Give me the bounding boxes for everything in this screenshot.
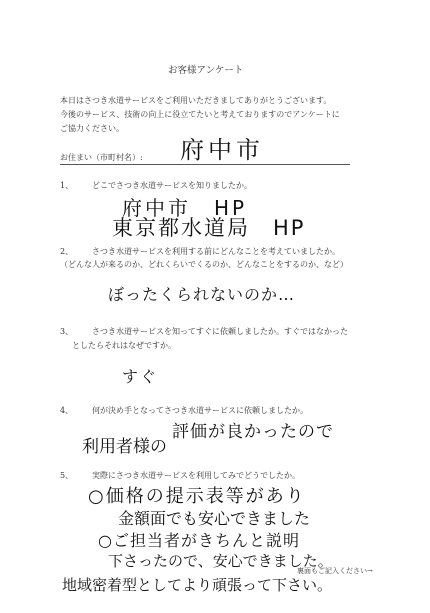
question-5-answer-4: 下さったので、安心できました。 (108, 552, 333, 570)
question-5-answer-3: ○ご担当者がきちんと説明 (98, 531, 300, 550)
question-5-text: 実際にさつき水道サービスを利用してみでどうでしたか。 (92, 471, 300, 480)
question-2-text-2: （どんな人が来るのか、どれくらいでくるのか、どんなことをするのか、など） (60, 260, 348, 269)
question-2-number: 2、 (60, 247, 74, 256)
question-4-number: 4、 (60, 406, 74, 415)
question-5-number: 5、 (60, 471, 74, 480)
page-title: お客様アンケート (168, 65, 244, 76)
question-1-answer-1: 府中市 HP (122, 196, 248, 220)
question-1-number: 1、 (60, 181, 74, 190)
question-4-answer-2: 評価が良かったので (172, 422, 334, 442)
question-3-answer: すぐ (122, 367, 159, 386)
intro-line-3: ご協力ください。 (60, 124, 124, 133)
question-3-number: 3、 (60, 327, 74, 336)
question-1-answer-2: 東京都水道局 HP (112, 216, 306, 240)
intro-line-1: 本日はさつき水道サービスをご利用いただきましてありがとうございます。 (60, 96, 332, 105)
address-label: お住まい（市町村名）: (60, 153, 143, 162)
question-5-answer-5: 地域密着型としてより頑張って下さい。 (62, 576, 333, 594)
question-4-answer-1: 利用者様の (82, 437, 167, 457)
question-5-answer-2: 金額面でも安心できました (118, 509, 311, 528)
question-3-text-2: としたらそれはなぜですか。 (72, 341, 176, 350)
question-2-answer: ぼったくられないのか… (108, 285, 296, 304)
back-page-note: 裏面もご記入ください→ (297, 567, 373, 575)
question-3-text-1: さつき水道サービスを知ってすぐに依頼しましたか。すぐではなかった (92, 327, 348, 336)
intro-line-2: 今後のサービス、技術の向上に役立てたいと考えておりますのでアンケートに (60, 110, 340, 119)
question-5-answer-1: ○価格の提示表等があり (88, 486, 306, 507)
question-1-text: どこでさつき水道サービスを知りましたか。 (92, 181, 252, 190)
address-answer: 府中市 (180, 136, 264, 164)
question-4-text: 何が決め手となってさつき水道サービスに依頼しましたか。 (92, 406, 308, 415)
question-2-text-1: さつき水道サービスを利用する前にどんなことを考えていましたか。 (92, 247, 340, 256)
